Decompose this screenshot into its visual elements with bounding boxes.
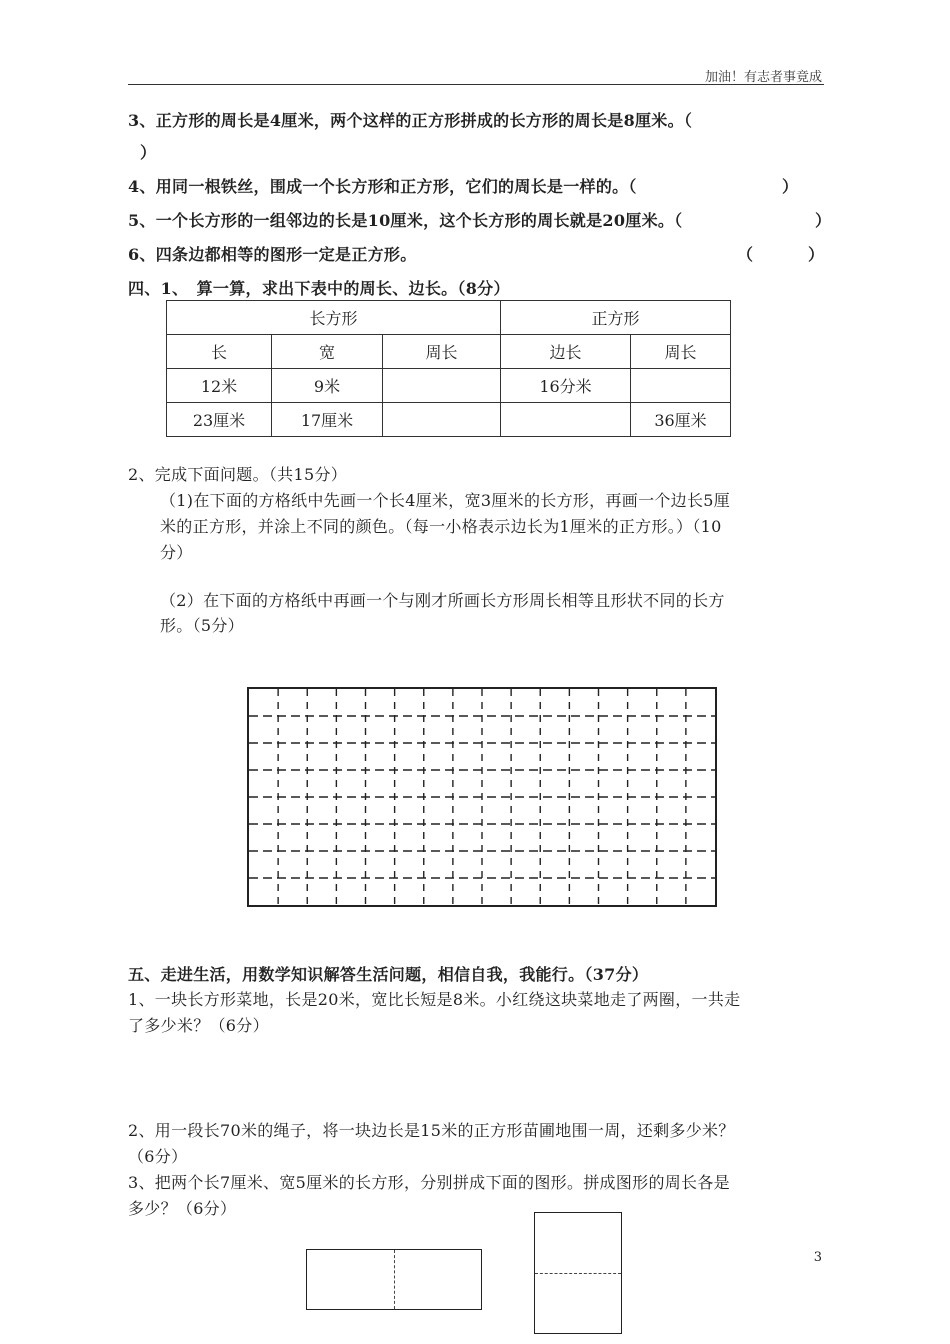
grid-lines: [249, 689, 715, 905]
table-cell: 12米: [167, 369, 272, 403]
judge-q4-close: ）: [782, 177, 799, 196]
judge-q3-line1: 3、正方形的周长是4厘米，两个这样的正方形拼成的长方形的周长是8厘米。（: [128, 111, 693, 130]
header-rule: [128, 84, 824, 85]
section5-q1-line1: 1、一块长方形菜地，长是20米，宽比长短是8米。小红绕这块菜地走了两圈，一共走: [128, 990, 741, 1009]
table-cell: 36厘米: [631, 403, 731, 437]
section5-q1-line2: 了多少米？（6分）: [128, 1016, 269, 1035]
judge-q5: 5、一个长方形的一组邻边的长是10厘米，这个长方形的周长就是20厘米。（: [128, 211, 683, 230]
table-cell[interactable]: [631, 369, 731, 403]
table-group-rectangle: 长方形: [167, 301, 501, 335]
table-row: [167, 369, 731, 403]
section5-q2-line1: 2、用一段长70米的绳子，将一块边长是15米的正方形苗圃地围一周，还剩多少米？: [128, 1121, 735, 1140]
section4-q2-title: 2、完成下面问题。（共15分）: [128, 465, 348, 484]
judge-q6-open: （: [737, 245, 754, 264]
table-cell: 9米: [272, 369, 383, 403]
table-group-square: 正方形: [501, 301, 731, 335]
table-cell: 23厘米: [167, 403, 272, 437]
page-number: 3: [813, 1250, 822, 1265]
section4-q2-p1-line3: 分）: [160, 543, 193, 562]
section5-q2-line2: （6分）: [128, 1147, 188, 1166]
table-col-square-perimeter: 周长: [631, 335, 731, 369]
table-col-width: 宽: [272, 335, 383, 369]
table-row: [167, 403, 731, 437]
judge-q6: 6、四条边都相等的图形一定是正方形。: [128, 245, 417, 264]
table-cell[interactable]: [383, 403, 501, 437]
figure-vertical-divider: [535, 1273, 621, 1274]
section5-q3-line2: 多少？（6分）: [128, 1199, 237, 1218]
table-col-side: 边长: [501, 335, 631, 369]
table-cell[interactable]: [501, 403, 631, 437]
figure-vertical-rectangles: [534, 1212, 622, 1334]
section4-q2-p2-line1: （2）在下面的方格纸中再画一个与刚才所画长方形周长相等且形状不同的长方: [160, 591, 725, 610]
grid-paper[interactable]: [247, 687, 717, 907]
header-motto: 加油！有志者事竟成: [704, 70, 822, 85]
table-col-rect-perimeter: 周长: [383, 335, 501, 369]
section4-q2-p2-line2: 形。（5分）: [160, 616, 244, 635]
judge-q5-close: ）: [815, 211, 832, 230]
section5-title: 五、走进生活，用数学知识解答生活问题，相信自我，我能行。（37分）: [128, 965, 649, 984]
figure-horizontal-rectangles: [306, 1249, 482, 1310]
table-cell: 16分米: [501, 369, 631, 403]
section4-q2-p1-line1: （1)在下面的方格纸中先画一个长4厘米，宽3厘米的长方形，再画一个边长5厘: [160, 491, 731, 510]
judge-q3-line2: ）: [140, 143, 157, 162]
table-cell: 17厘米: [272, 403, 383, 437]
section4-q2-p1-line2: 米的正方形，并涂上不同的颜色。（每一小格表示边长为1厘米的正方形。）（10: [160, 517, 722, 536]
table-cell[interactable]: [383, 369, 501, 403]
section5-q3-line1: 3、把两个长7厘米、宽5厘米的长方形，分别拼成下面的图形。拼成图形的周长各是: [128, 1173, 730, 1192]
judge-q6-close: ）: [808, 245, 825, 264]
section4-title: 四、1、 算一算，求出下表中的周长、边长。（8分）: [128, 279, 510, 298]
perimeter-table: [166, 300, 731, 437]
judge-q4: 4、用同一根铁丝，围成一个长方形和正方形，它们的周长是一样的。（: [128, 177, 637, 196]
table-col-length: 长: [167, 335, 272, 369]
figure-horizontal-divider: [394, 1250, 395, 1309]
